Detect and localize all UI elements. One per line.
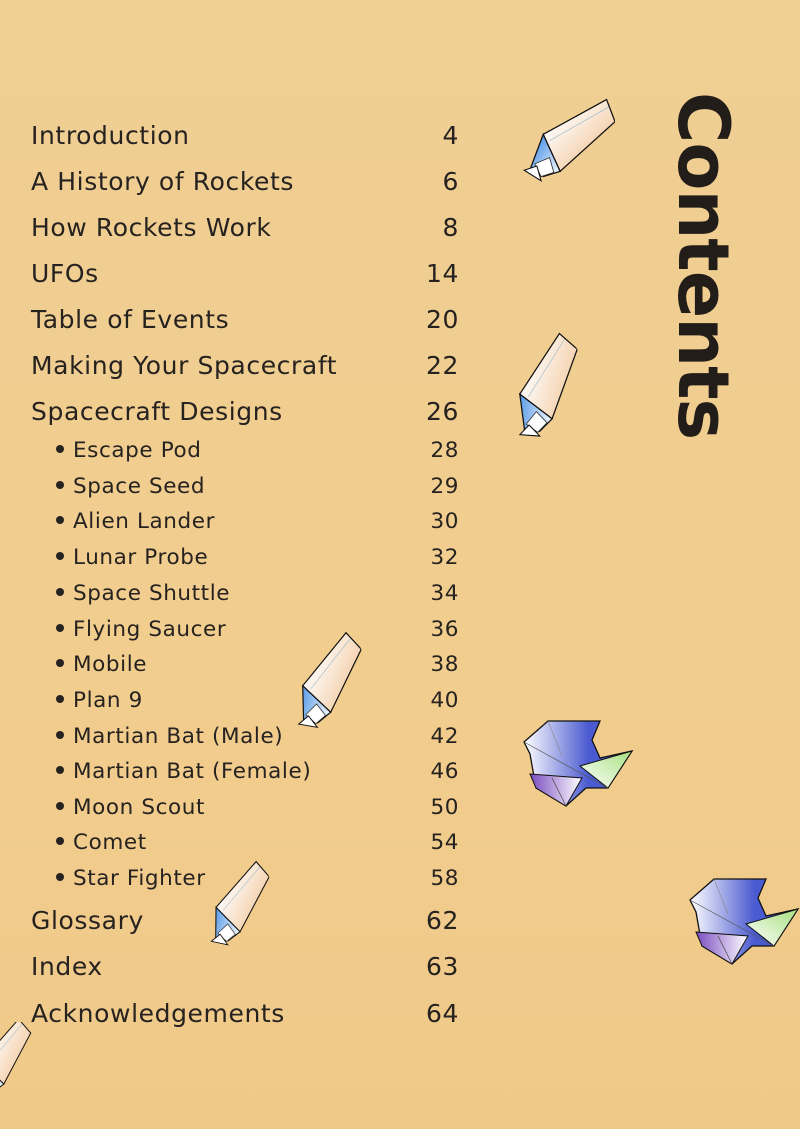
toc-entry-label	[56, 438, 202, 463]
bullet-icon	[56, 731, 64, 739]
toc-entry	[31, 351, 459, 380]
toc-entry	[56, 652, 459, 677]
toc-entry-title: Flying Saucer	[73, 617, 227, 642]
bullet-icon	[56, 695, 64, 703]
toc-entry-title: Introduction	[31, 121, 190, 150]
saucer-illustration	[522, 718, 634, 810]
toc-entry-page: 14	[425, 259, 459, 288]
toc-entry-page: 40	[430, 688, 459, 713]
toc-entry	[56, 438, 459, 463]
toc-entry	[31, 213, 459, 242]
toc-entry-page: 54	[430, 830, 459, 855]
toc-entry-title: Alien Lander	[73, 509, 216, 534]
toc-entry-label	[56, 617, 226, 642]
bullet-icon	[56, 624, 64, 632]
toc-entry-page: 58	[430, 866, 459, 891]
toc-entry	[56, 581, 459, 606]
toc-entry-page: 30	[430, 509, 459, 534]
bullet-icon	[56, 659, 64, 667]
toc-entry-title: Mobile	[73, 652, 148, 677]
toc-entry-title: Glossary	[31, 906, 144, 935]
toc-entry	[31, 397, 459, 426]
toc-entry-page: 36	[430, 617, 459, 642]
toc-entry	[31, 121, 459, 150]
toc-entry-title: Comet	[73, 830, 147, 855]
toc-entry	[56, 759, 459, 784]
toc-entry	[31, 259, 459, 288]
bullet-icon	[56, 766, 64, 774]
toc-entry-page: 46	[430, 759, 459, 784]
bullet-icon	[56, 873, 64, 881]
toc-entry	[31, 305, 459, 334]
toc-entry-page: 29	[430, 474, 459, 499]
toc-entry	[56, 617, 459, 642]
toc-entry-page: 42	[430, 724, 459, 749]
toc-entry-title: UFOs	[31, 259, 99, 288]
toc-entry-title: Plan 9	[73, 688, 143, 713]
toc-entry-label	[31, 259, 99, 288]
toc-entry-label	[31, 167, 294, 196]
toc-entry-label	[56, 474, 205, 499]
rocket-illustration	[477, 319, 608, 452]
toc-entry-page: 26	[425, 397, 459, 426]
page-title: Contents	[662, 92, 744, 440]
toc-entry-title: Making Your Spacecraft	[31, 351, 338, 380]
rocket-illustration	[184, 849, 288, 956]
toc-entry-title: A History of Rockets	[31, 167, 295, 196]
toc-entry-page: 38	[430, 652, 459, 677]
toc-entry-title: Acknowledgements	[31, 999, 285, 1028]
toc-entry-label	[31, 952, 103, 981]
toc-entry	[56, 509, 459, 534]
toc-entry-page: 8	[442, 213, 459, 242]
toc-entry-title: Star Fighter	[73, 866, 206, 891]
saucer-illustration	[688, 873, 800, 971]
toc-entry	[56, 545, 459, 570]
toc-entry-title: Space Seed	[73, 474, 206, 499]
toc-entry-label	[56, 866, 206, 891]
toc-entry	[31, 167, 459, 196]
bullet-icon	[56, 802, 64, 810]
rocket-illustration	[520, 92, 615, 182]
toc-entry-title: How Rockets Work	[31, 213, 272, 242]
toc-entry-label	[31, 999, 285, 1028]
toc-entry-label	[31, 351, 337, 380]
toc-entry	[31, 952, 459, 981]
toc-entry-page: 6	[442, 167, 459, 196]
toc-entry-title: Index	[31, 952, 103, 981]
toc-entry	[31, 999, 459, 1028]
toc-entry-page: 63	[425, 952, 459, 981]
bullet-icon	[56, 481, 64, 489]
toc-entry-page: 28	[430, 438, 459, 463]
toc-entry-label	[31, 305, 229, 334]
toc-entry-page: 4	[442, 121, 459, 150]
toc-entry-label	[56, 545, 208, 570]
toc-entry-label	[56, 509, 215, 534]
toc-entry-label	[56, 724, 283, 749]
toc-entry-title: Space Shuttle	[73, 581, 231, 606]
toc-entry-label	[56, 688, 143, 713]
bullet-icon	[56, 552, 64, 560]
toc-entry-title: Escape Pod	[73, 438, 202, 463]
toc-entry-label	[31, 213, 271, 242]
toc-entry-title: Table of Events	[31, 305, 230, 334]
toc-entry-title: Martian Bat (Female)	[73, 759, 312, 784]
toc-entry-page: 22	[425, 351, 459, 380]
toc-entry-page: 50	[430, 795, 459, 820]
toc-entry-label	[56, 795, 205, 820]
rocket-illustration	[0, 1022, 40, 1092]
toc-entry-page: 20	[425, 305, 459, 334]
bullet-icon	[56, 516, 64, 524]
toc-entry-label	[56, 581, 230, 606]
toc-entry-page: 32	[430, 545, 459, 570]
toc-entry-label	[31, 121, 190, 150]
bullet-icon	[56, 837, 64, 845]
toc-entry	[56, 795, 459, 820]
toc-entry-label	[56, 759, 311, 784]
toc-entry-page: 64	[425, 999, 459, 1028]
toc-entry-title: Spacecraft Designs	[31, 397, 283, 426]
toc-entry-title: Moon Scout	[73, 795, 205, 820]
toc-entry-title: Martian Bat (Male)	[73, 724, 284, 749]
toc-entry-page: 62	[425, 906, 459, 935]
toc-entry-label	[56, 652, 147, 677]
toc-entry	[56, 724, 459, 749]
toc-entry-label	[56, 830, 147, 855]
toc-entry	[56, 688, 459, 713]
toc-entry	[56, 474, 459, 499]
toc-entry-label	[31, 397, 283, 426]
toc-entry-label	[31, 906, 144, 935]
bullet-icon	[56, 588, 64, 596]
toc-entry-page: 34	[430, 581, 459, 606]
toc-entry-title: Lunar Probe	[73, 545, 209, 570]
bullet-icon	[56, 445, 64, 453]
